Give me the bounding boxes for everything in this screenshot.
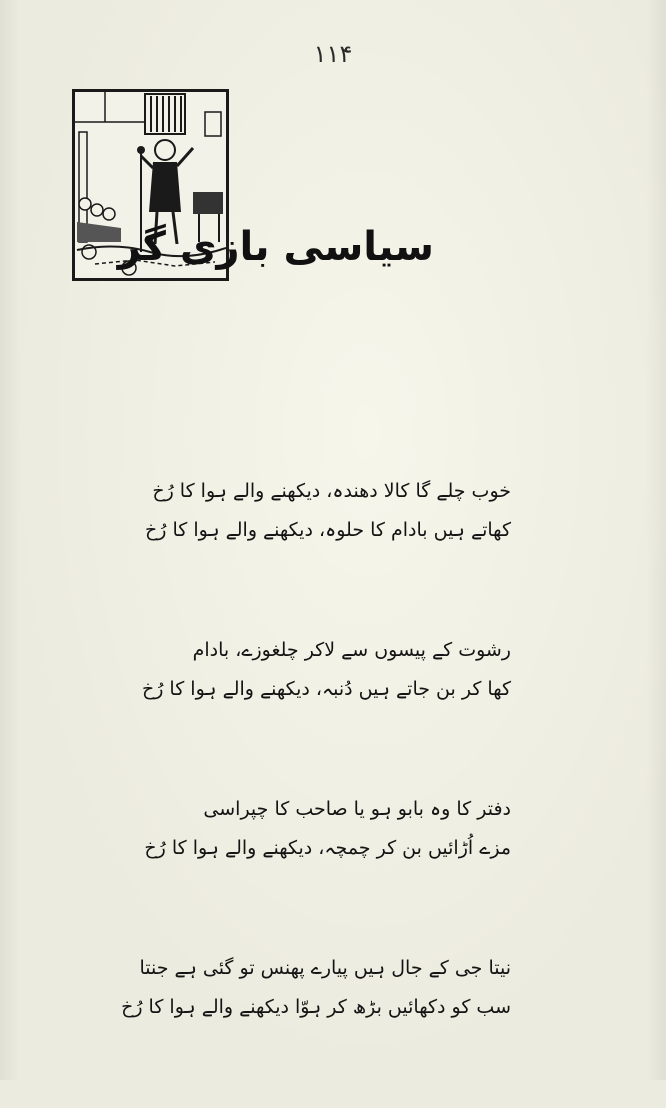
poem-line: خوب چلے گا کالا دھندہ، دیکھنے والے ہوا کا رُخ xyxy=(152,480,511,502)
poem-line: نیتا جی کے جال ہیں پیارے پھنس تو گئی ہے جنتا xyxy=(139,957,511,979)
stanza-3 xyxy=(144,790,511,868)
poem-line: مزے اُڑائیں بن کر چمچہ، دیکھنے والے ہوا کا رُخ xyxy=(144,837,511,859)
poem-line: رشوت کے پیسوں سے لاکر چلغوزے، بادام xyxy=(192,639,511,661)
poem-line: دفتر کا وہ بابو ہو یا صاحب کا چپراسی xyxy=(203,798,511,820)
page-number: ۱۱۴ xyxy=(313,40,353,68)
stanza-2 xyxy=(141,631,511,709)
stanza-1 xyxy=(145,472,511,550)
stanza-4 xyxy=(121,949,511,1027)
poem-line: کھاتے ہیں بادام کا حلوہ، دیکھنے والے ہوا کا رُخ xyxy=(145,519,511,541)
poem-title: سیاسی بازی گر xyxy=(117,224,434,270)
poem-line: کھا کر بن جاتے ہیں دُنبہ، دیکھنے والے ہوا کا رُخ xyxy=(141,678,511,700)
poem-body xyxy=(121,472,511,1108)
poem-line: سب کو دکھائیں بڑھ کر ہوّا دیکھنے والے ہوا کا رُخ xyxy=(121,996,511,1018)
